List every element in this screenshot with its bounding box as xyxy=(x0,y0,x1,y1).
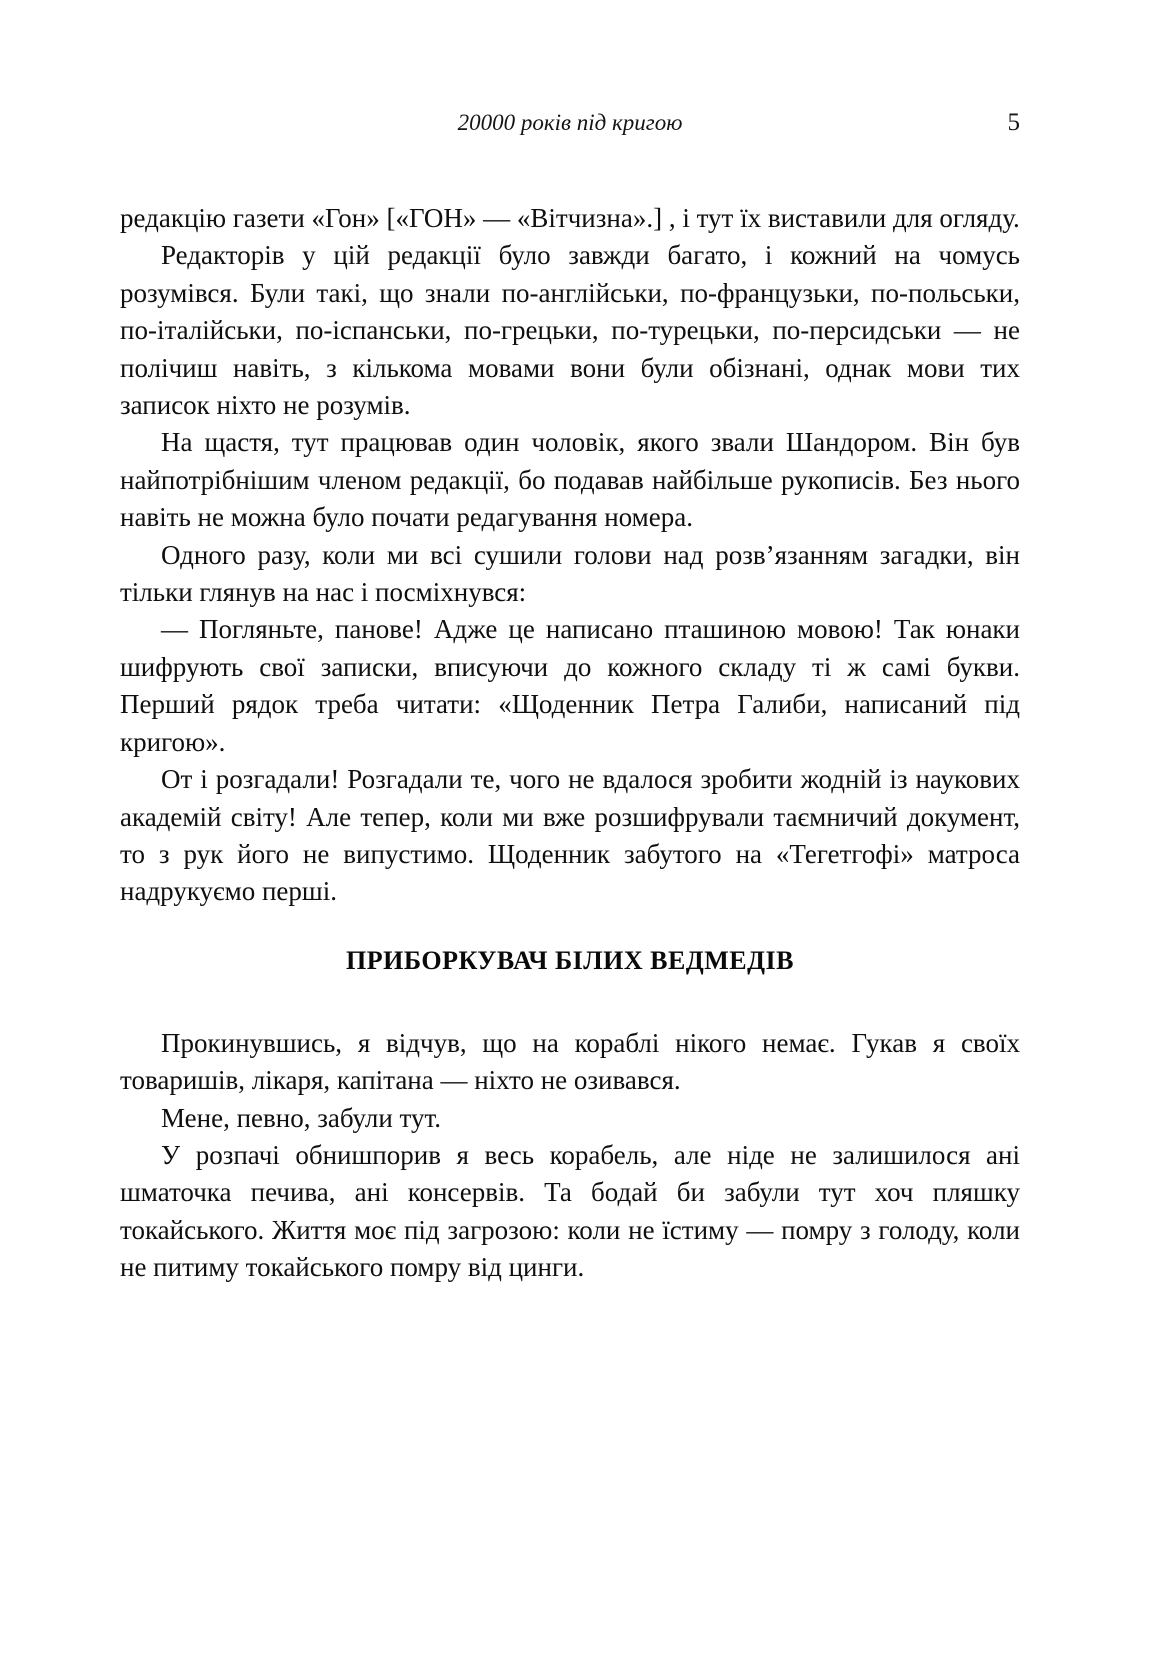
page-header xyxy=(120,108,1020,144)
paragraph-dialogue: — Погляньте, панове! Адже це написано пташиною мовою! Так юнаки шифрують свої записки, вписуючи до кожного складу ті ж самі букви. Перший рядок треба читати: «Щоденник Петра Галиби, написаний під кригою». xyxy=(120,614,1020,757)
paragraph-continuation: редакцію газети «Гон» [«ГОН» — «Вітчизна».] , і тут їх виставили для огляду. xyxy=(120,203,1020,233)
page-number: 5 xyxy=(1007,109,1020,136)
running-title: 20000 років під кригою xyxy=(457,110,683,135)
paragraph: Прокинувшись, я відчув, що на кораблі нікого немає. Гукав я своїх товаришів, лікаря, капітана — ніхто не озивався. xyxy=(120,1027,1020,1096)
page-content xyxy=(120,200,1020,1287)
section-heading: ПРИБОРКУВАЧ БІЛИХ ВЕДМЕДІВ xyxy=(346,945,794,975)
paragraph: На щастя, тут працював один чоловік, якого звали Шандором. Він був найпотрібнішим членом редакції, бо подавав найбільше рукописів. Без нього навіть не можна було почати редагування номера. xyxy=(120,427,1020,533)
paragraph: Редакторів у цій редакції було завжди багато, і кожний на чомусь розумівся. Були такі, що знали по-англійськи, по-французьки, по-польськи, по-італійськи, по-іспанськи, по-грецьки, по-турецьки, по-персидськи — не полічиш навіть, з кількома мовами вони були обізнані, однак мови тих записок ніхто не розумів. xyxy=(120,240,1020,421)
paragraph: Одного разу, коли ми всі сушили голови над розв’язанням загадки, він тільки глянув на нас і посміхнувся: xyxy=(120,539,1020,608)
paragraph: От і розгадали! Розгадали те, чого не вдалося зробити жодній із наукових академій світу! Але тепер, коли ми вже розшифрували таємничий документ, то з рук його не випустимо. Щоденник забутого на «Тегетгофі» матроса надрукуємо перші. xyxy=(120,764,1020,907)
paragraph: У розпачі обнишпорив я весь корабель, але ніде не залишилося ані шматочка печива, ані консервів. Та бодай би забули тут хоч пляшку токайського. Життя моє під загрозою: коли не їстиму — помру з голоду, коли не питиму токайського помру від цинги. xyxy=(120,1139,1020,1283)
paragraph: Мене, певно, забули тут. xyxy=(161,1102,442,1133)
